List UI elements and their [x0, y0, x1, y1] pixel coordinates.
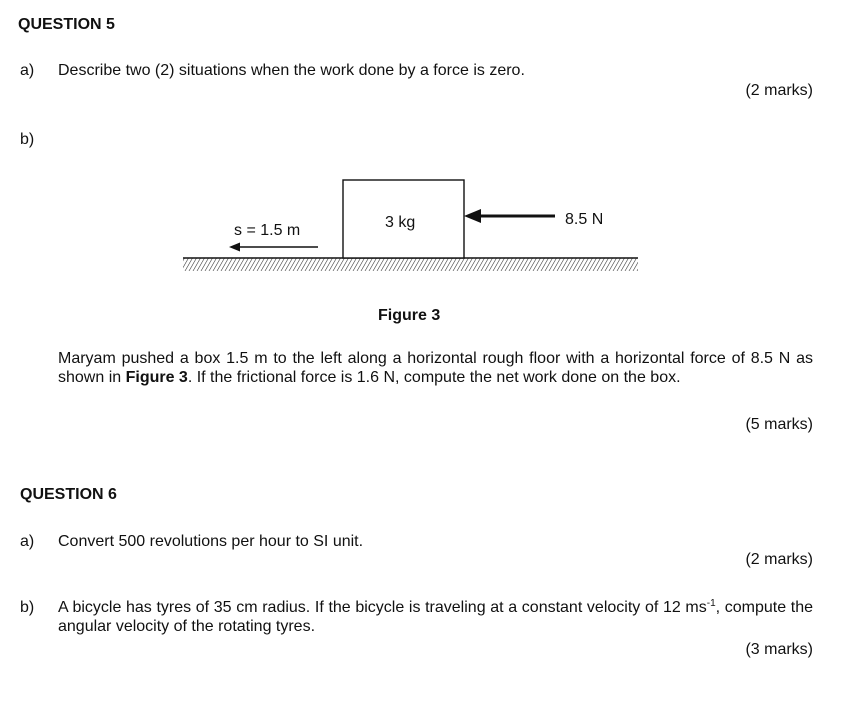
- q5b-marks: (5 marks): [745, 416, 813, 433]
- q5b-figure-ref: Figure 3: [125, 369, 188, 386]
- question-6-heading: QUESTION 6: [20, 486, 117, 503]
- floor-hatching: [183, 258, 638, 271]
- q6a-text: Convert 500 revolutions per hour to SI unit.: [58, 533, 364, 550]
- q5a-text: Describe two (2) situations when the work done by a force is zero.: [58, 62, 525, 79]
- box-mass-label: 3 kg: [385, 214, 416, 231]
- q6b-superscript: -1: [706, 598, 716, 609]
- q6a-marks: (2 marks): [745, 551, 813, 568]
- q6b-text-part2: , compute the angular velocity of the rotating tyres.: [58, 599, 814, 635]
- q6b-text-part1: A bicycle has tyres of 35 cm radius. If the bicycle is traveling at a constant velocity of 12 ms: [58, 599, 707, 616]
- q6a-label: a): [20, 533, 35, 550]
- q5b-text: [58, 349, 813, 387]
- question-5-heading: QUESTION 5: [18, 16, 115, 33]
- q5b-label: b): [20, 131, 35, 148]
- figure-3-diagram: [175, 170, 645, 280]
- displacement-arrowhead: [229, 243, 240, 252]
- force-label: 8.5 N: [565, 211, 604, 228]
- q6b-text: [58, 598, 813, 636]
- q6b-label: b): [20, 599, 35, 616]
- q5a-label: a): [20, 62, 35, 79]
- figure-3-caption: Figure 3: [378, 307, 441, 324]
- q5b-text-part2: . If the frictional force is 1.6 N, compute the net work done on the box.: [187, 369, 681, 386]
- q5b-text-part1: Maryam pushed a box 1.5 m to the left along a horizontal rough floor with a horizontal force of 8.5 N as shown in: [58, 350, 813, 386]
- q6b-marks: (3 marks): [745, 641, 813, 658]
- displacement-label: s = 1.5 m: [234, 222, 301, 239]
- force-arrowhead: [464, 209, 481, 223]
- q5a-marks: (2 marks): [745, 82, 813, 99]
